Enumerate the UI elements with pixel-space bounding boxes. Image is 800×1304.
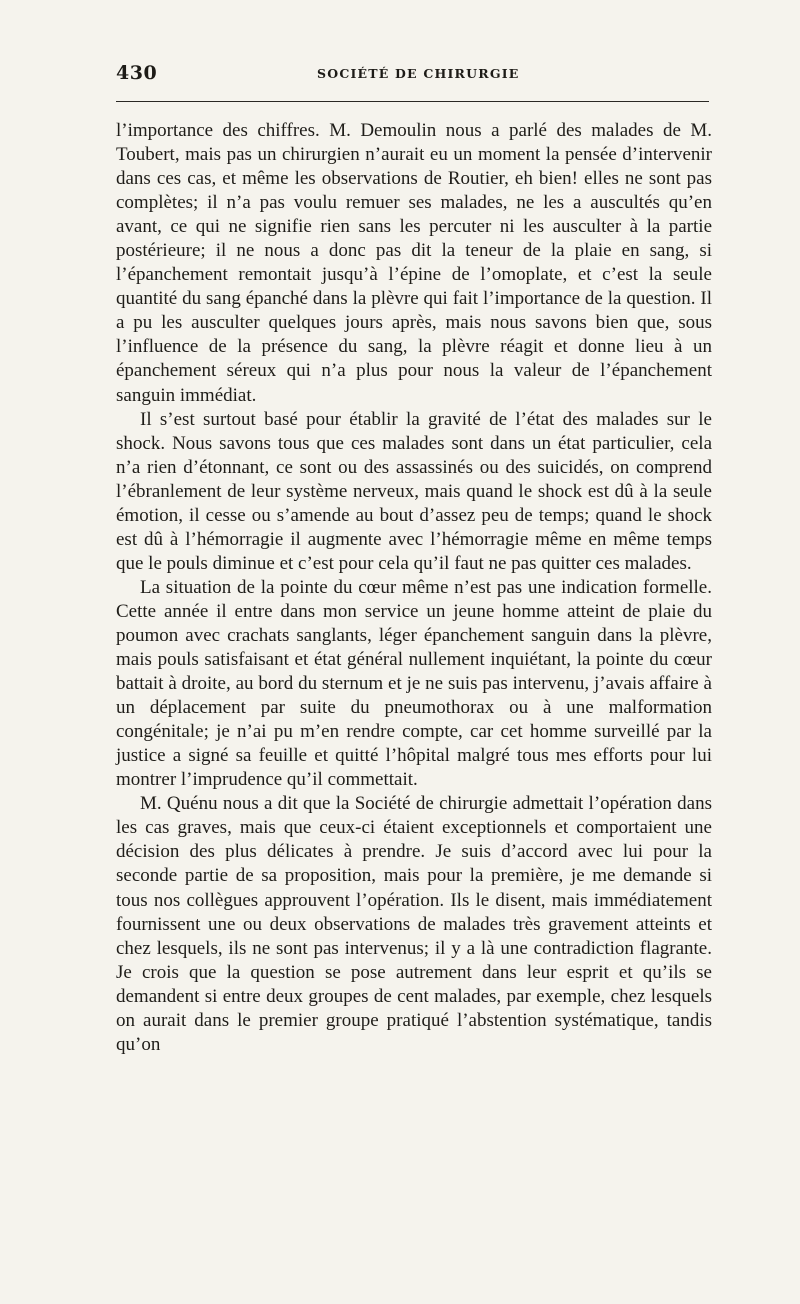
paragraph: l’importance des chiffres. M. Demoulin nous a parlé des malades de M. Toubert, mais pas un chirurgien n’aurait eu un moment la pensée d’intervenir dans ces cas, et même les observations de Routier, eh bien! elles ne sont pas complètes; il n’a pas voulu remuer ses malades, ne les a auscultés qu’en avant, ce qui ne signifie rien sans les percuter ni les ausculter à la partie postérieure; il ne nous a donc pas dit la teneur de la plaie en sang, si l’épanchement remontait jusqu’à l’épine de l’omoplate, et c’est la seule quantité du sang épanché dans la plèvre qui fait l’importance de la question. Il a pu les ausculter quelques jours après, mais nous savons bien que, sous l’influence de la présence du sang, la plèvre réagit et donne lieu à un épanchement séreux qui n’a plus pour nous la valeur de l’épanchement sanguin immédiat. bbox=[116, 120, 712, 406]
paragraph: La situation de la pointe du cœur même n’est pas une indication formelle. Cette année il entre dans mon service un jeune homme atteint de plaie du poumon avec crachats sanglants, léger épanchement sanguin dans la plèvre, mais pouls satisfaisant et état général nullement inquiétant, la pointe du cœur battait à droite, au bord du sternum et je ne suis pas intervenu, j’avais affaire à un déplacement par suite du pneumothorax ou à une malformation congénitale; je n’ai pu m’en rendre compte, car cet homme surveillé par la justice a signé sa feuille et quitté l’hôpital malgré tous mes efforts pour lui montrer l’imprudence qu’il commettait. bbox=[116, 576, 712, 791]
body-text bbox=[116, 119, 712, 1057]
running-title: SOCIÉTÉ DE CHIRURGIE bbox=[317, 66, 520, 81]
page-number: 430 bbox=[116, 62, 158, 84]
paragraph: Il s’est surtout basé pour établir la gravité de l’état des malades sur le shock. Nous savons tous que ces malades sont dans un état particulier, cela n’a rien d’étonnant, ce sont ou des assassinés ou des suicidés, on comprend l’ébranlement de leur système nerveux, mais quand le shock est dû à la seule émotion, il cesse ou s’amende au bout d’assez peu de temps; quand le shock est dû à l’hémorragie il augmente avec l’hémorragie même en même temps que le pouls diminue et c’est pour cela qu’il faut ne pas quitter ces malades. bbox=[116, 408, 712, 574]
page-header bbox=[116, 62, 711, 88]
paragraph: M. Quénu nous a dit que la Société de chirurgie admettait l’opération dans les cas graves, mais que ceux-ci étaient exceptionnels et comportaient une décision des plus délicates à prendre. Je suis d’accord avec lui pour la seconde partie de sa proposition, mais pour la première, je me demande si tous nos collègues approuvent l’opération. Ils le disent, mais immédiatement fournissent une ou deux observations de malades très gravement atteints et chez lesquels, ils ne sont pas intervenus; il y a là une contradiction flagrante. Je crois que la question se pose autrement dans leur esprit et qu’ils se demandent si entre deux groupes de cent malades, par exemple, chez lesquels on aurait dans le premier groupe pratiqué l’abstention systématique, tandis qu’on bbox=[116, 793, 712, 1055]
header-rule bbox=[116, 101, 709, 102]
